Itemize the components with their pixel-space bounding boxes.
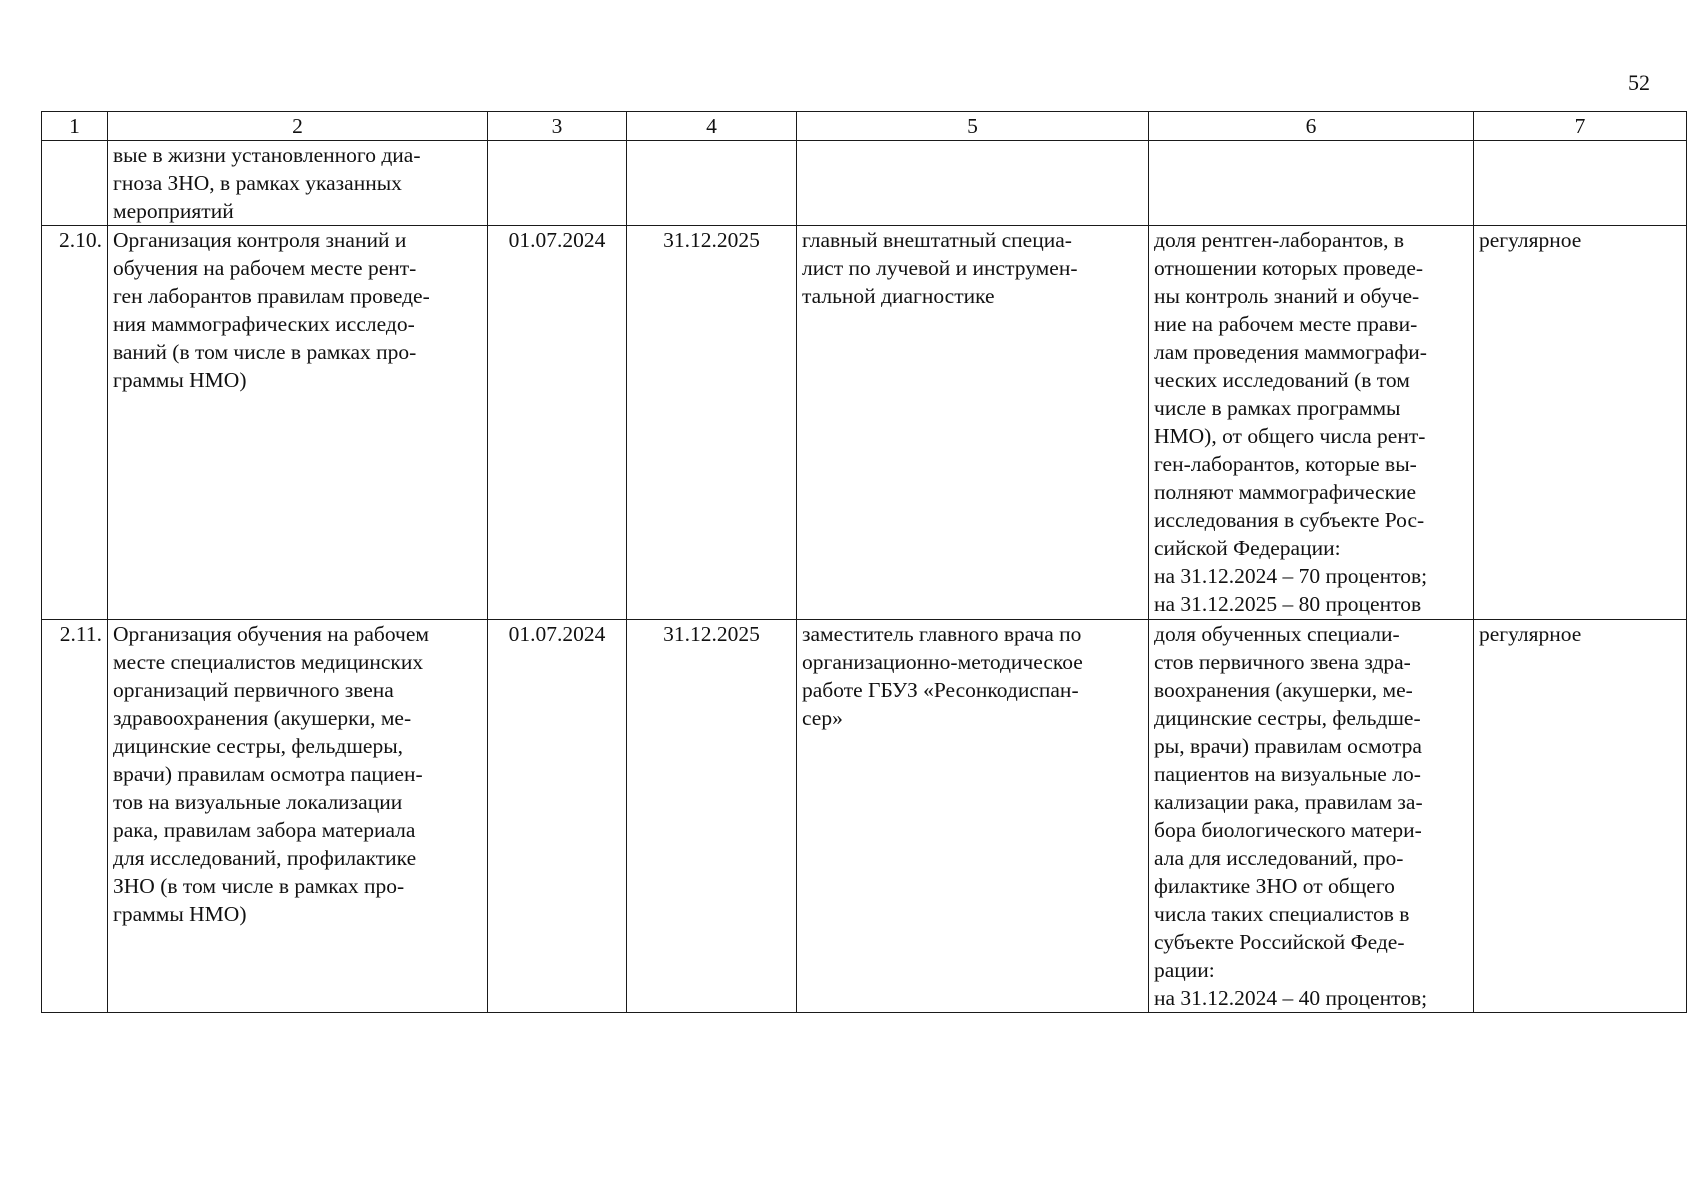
indicator-text-line: ние на рабочем месте прави- bbox=[1154, 312, 1418, 336]
responsible-cell bbox=[797, 620, 1149, 1013]
event-text-line: ген лаборантов правилам проведе- bbox=[113, 284, 430, 308]
indicator-text-line: дицинские сестры, фельдше- bbox=[1154, 706, 1421, 730]
indicator-text-line: на 31.12.2024 – 70 процентов; bbox=[1154, 564, 1428, 588]
page-number: 52 bbox=[1628, 70, 1650, 95]
table-row bbox=[42, 620, 1687, 1013]
indicator-text-line: рации: bbox=[1154, 958, 1215, 982]
indicator-text-line: лам проведения маммографи- bbox=[1154, 340, 1427, 364]
header-col-6: 6 bbox=[1149, 112, 1474, 141]
event-text-line: гноза ЗНО, в рамках указанных bbox=[113, 171, 402, 195]
indicator-text-line: стов первичного звена здра- bbox=[1154, 650, 1411, 674]
start-date-cell: 01.07.2024 bbox=[488, 620, 627, 1013]
indicator-cell bbox=[1149, 141, 1474, 226]
indicator-text-line: доля обученных специали- bbox=[1154, 622, 1400, 646]
responsible-text-line: главный внештатный специа- bbox=[802, 228, 1072, 252]
indicator-text-line: бора биологического матери- bbox=[1154, 818, 1422, 842]
row-number-cell: 2.11. bbox=[42, 620, 108, 1013]
indicator-text-line: воохранения (акушерки, ме- bbox=[1154, 678, 1413, 702]
event-text-line: обучения на рабочем месте рент- bbox=[113, 256, 417, 280]
event-text-line: рака, правилам забора материала bbox=[113, 818, 416, 842]
indicator-text-line: сийской Федерации: bbox=[1154, 536, 1341, 560]
start-date-cell: 01.07.2024 bbox=[488, 226, 627, 620]
responsible-text-line: работе ГБУЗ «Ресонкодиспан- bbox=[802, 678, 1079, 702]
responsible-cell bbox=[797, 226, 1149, 620]
indicator-cell bbox=[1149, 226, 1474, 620]
event-text-line: месте специалистов медицинских bbox=[113, 650, 424, 674]
row-number-cell: 2.10. bbox=[42, 226, 108, 620]
indicator-text-line: ческих исследований (в том bbox=[1154, 368, 1410, 392]
header-col-2: 2 bbox=[108, 112, 488, 141]
event-text-line: здравоохранения (акушерки, ме- bbox=[113, 706, 412, 730]
indicator-text-line: на 31.12.2024 – 40 процентов; bbox=[1154, 986, 1428, 1010]
header-col-5: 5 bbox=[797, 112, 1149, 141]
indicator-text-line: ген-лаборантов, которые вы- bbox=[1154, 452, 1417, 476]
event-text-line: мероприятий bbox=[113, 199, 234, 223]
table-row bbox=[42, 226, 1687, 620]
end-date-cell: 31.12.2025 bbox=[627, 620, 797, 1013]
indicator-text-line: отношении которых проведе- bbox=[1154, 256, 1424, 280]
indicator-text-line: ала для исследований, про- bbox=[1154, 846, 1404, 870]
event-text-line: граммы НМО) bbox=[113, 902, 247, 926]
responsible-text-line: заместитель главного врача по bbox=[802, 622, 1082, 646]
event-text-line: граммы НМО) bbox=[113, 368, 247, 392]
row-number-cell bbox=[42, 141, 108, 226]
type-cell bbox=[1474, 141, 1687, 226]
end-date-cell: 31.12.2025 bbox=[627, 226, 797, 620]
responsible-text-line: лист по лучевой и инструмен- bbox=[802, 256, 1078, 280]
indicator-text-line: НМО), от общего числа рент- bbox=[1154, 424, 1426, 448]
event-cell bbox=[108, 620, 488, 1013]
responsible-cell bbox=[797, 141, 1149, 226]
event-cell bbox=[108, 141, 488, 226]
indicator-text-line: на 31.12.2025 – 80 процентов bbox=[1154, 592, 1422, 616]
indicator-cell bbox=[1149, 620, 1474, 1013]
indicator-text-line: пациентов на визуальные ло- bbox=[1154, 762, 1421, 786]
header-col-7: 7 bbox=[1474, 112, 1687, 141]
indicator-text-line: кализации рака, правилам за- bbox=[1154, 790, 1423, 814]
header-row bbox=[42, 112, 1687, 141]
event-text-line: организаций первичного звена bbox=[113, 678, 394, 702]
event-text-line: дицинские сестры, фельдшеры, bbox=[113, 734, 404, 758]
end-date-cell bbox=[627, 141, 797, 226]
header-col-4: 4 bbox=[627, 112, 797, 141]
responsible-text-line: тальной диагностике bbox=[802, 284, 995, 308]
indicator-text-line: субъекте Российской Феде- bbox=[1154, 930, 1405, 954]
indicator-text-line: ны контроль знаний и обуче- bbox=[1154, 284, 1420, 308]
header-col-1: 1 bbox=[42, 112, 108, 141]
indicator-text-line: числе в рамках программы bbox=[1154, 396, 1401, 420]
event-cell bbox=[108, 226, 488, 620]
type-cell: регулярное bbox=[1474, 620, 1687, 1013]
event-text-line: врачи) правилам осмотра пациен- bbox=[113, 762, 423, 786]
event-text-line: ваний (в том числе в рамках про- bbox=[113, 340, 417, 364]
indicator-text-line: доля рентген-лаборантов, в bbox=[1154, 228, 1405, 252]
event-text-line: Организация контроля знаний и bbox=[113, 228, 407, 252]
event-text-line: для исследований, профилактике bbox=[113, 846, 417, 870]
plan-table bbox=[41, 111, 1687, 1013]
event-text-line: вые в жизни установленного диа- bbox=[113, 143, 421, 167]
event-text-line: ния маммографических исследо- bbox=[113, 312, 415, 336]
type-cell: регулярное bbox=[1474, 226, 1687, 620]
responsible-text-line: сер» bbox=[802, 706, 843, 730]
indicator-text-line: исследования в субъекте Рос- bbox=[1154, 508, 1425, 532]
indicator-text-line: полняют маммографические bbox=[1154, 480, 1417, 504]
indicator-text-line: ры, врачи) правилам осмотра bbox=[1154, 734, 1422, 758]
event-text-line: Организация обучения на рабочем bbox=[113, 622, 430, 646]
table-row bbox=[42, 141, 1687, 226]
indicator-text-line: филактике ЗНО от общего bbox=[1154, 874, 1395, 898]
header-col-3: 3 bbox=[488, 112, 627, 141]
indicator-text-line: числа таких специалистов в bbox=[1154, 902, 1410, 926]
start-date-cell bbox=[488, 141, 627, 226]
responsible-text-line: организационно-методическое bbox=[802, 650, 1083, 674]
event-text-line: тов на визуальные локализации bbox=[113, 790, 403, 814]
event-text-line: ЗНО (в том числе в рамках про- bbox=[113, 874, 405, 898]
